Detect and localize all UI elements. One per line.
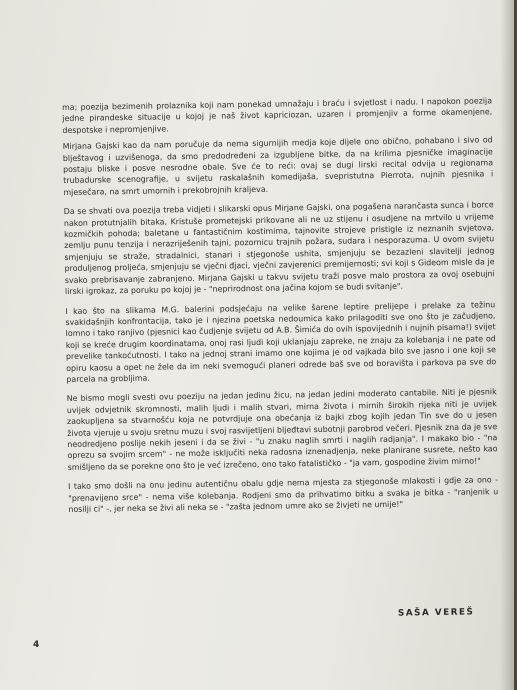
paragraph: Da se shvati ova poezija treba vidjeti i slikarski opus Mirjane Gajski, ona pogašena narančasta sunca i borce nakon protutnjalih bitaka, Kristuše prometejski prikovane ali ne uz stijenu i osudjene na mrtvilo u vrijeme kozmičkih pohoda; baletane u fantastičnim kostimima, tajnovite strojeve pristigle iz neznanih svjetova, zemlju punu tenzija i nerazriješenih tajni, pozornicu trajnih požara, sudara i nesporazuma. U ovom svijetu smjenjuju se straže, stradalnici, stanari i stjegonoše ushita, smjenjuju se bezazleni slavitelji jednog produljenog proljeća, smjenjuju se vječni đjaci, vječni zavjerenici premijernosti; svi koji s Gideom misle da je svako prebrisavanje zabranjeno. Mirjana Gajski u takvu svijetu traži posve malo prostora za ovoj osebujni lirski igrokaz, za poruku po kojoj je - "neprirodnost ona jačina kojom se budi svitanje".: [63, 200, 495, 297]
page-number: 4: [33, 640, 40, 650]
paragraph: I kao što na slikama M.G. balerini podsjećaju na velike šarene leptire prelijepe i prelake za težinu svakidašnjih konfrontacija, tako je i njezina poetska nedoumica kako prilagoditi sve ono što je začudjeno, lomno i tako ranjivo (pjesnici kao čudjenje svijetu od A.B. Šimića do ovih ispovijednih i nujnih pisama!) svijet koji se kreće drugim koordinatama, onoj rasi ljudi koji uklanjaju zapreke, ne znaju za kolebanja i ne pate od prevelike tankoćutnosti. I tako na jednoj strani imamo one kojima je od vajkada bilo sve jasno i one koji se opiru kaosu a opet ne žele da im neki svemogući planeri odrede baš sve od boravišta i parkova pa sve do parcela na grobljima.: [65, 299, 497, 384]
body-text: [62, 95, 499, 523]
paragraph: I tako smo došli na onu jedinu autentičnu obalu gdje nema mjesta za stjegonoše mlakosti i gdje za ono - "prenavijeno srce" - nema više kolebanja. Rodjeni smo da prihvatimo bitku a svaka je bitka - "ranjenik u nosilji ci" -, jer neka se živi ali neka se - "zašta jednom umre ako se živjeti ne umije!": [67, 475, 499, 514]
paragraph: Mirjana Gajski kao da nam poručuje da nema sigurnijih medja koje dijele ono obično, pohabano i sivo od blještavog i uzvišenoga, da smo predodređeni za izgubljene bitke, da na krilima pjesničke imaginacije postaju bliske i posve nesrodne obale. Sve će to reći: ovaj se dugi lirski recital odvija u regionama trubadurske scenografije, u svijetu raskalašnih komedijaša, svepristutna Pierrota, nujnih pjesnika i mjesečara, na smrt umornih i prekobrojnih kraljeva.: [62, 135, 494, 197]
author-signature: SAŠA VEREŠ: [397, 607, 475, 619]
paragraph: Ne bismo mogli svesti ovu poeziju na jedan jedinu žicu, na jedan jedini moderato cantabile. Niti je pjesnik uvijek odvjetnik skromnosti, malih ljudi i malih stvari, mirna života i mirnih širokih rijeka niti je uvijek zaokupljena sa stvarnošću koja ne potvrdjuje ona obećanja iz bajki zbog kojih jedan Tin sve do u jesen života vjeruje u svoju sretnu muzu i svoj rasvijetljeni bljeđtavi subotnji parobrod večeri. Pjesnik zna da je sve neodredjeno poslije nekih jeseni i da se živi - "u znaku naglih smrti i naglih radjanja". I makako bio - "na oprezu sa svojim srcem" - ne može isključiti neka radosna iznenadjenja, neke planirane susrete, nešto kao smišljeno da se porekne ono što je već izrečeno, ono tako fatalističko - "ja vam, gospodine živim mirno!": [66, 387, 498, 472]
paragraph: ma; poezija bezimenih prolaznika koji nam ponekad umnažaju i braću i svjetlost i nadu. I napokon poezija jedne pirandeske situacije u kojoj je naš život kapriciozan, uzaren i promjenjiv a forme okamenjene, despotske i nepromjenjive.: [62, 96, 493, 135]
